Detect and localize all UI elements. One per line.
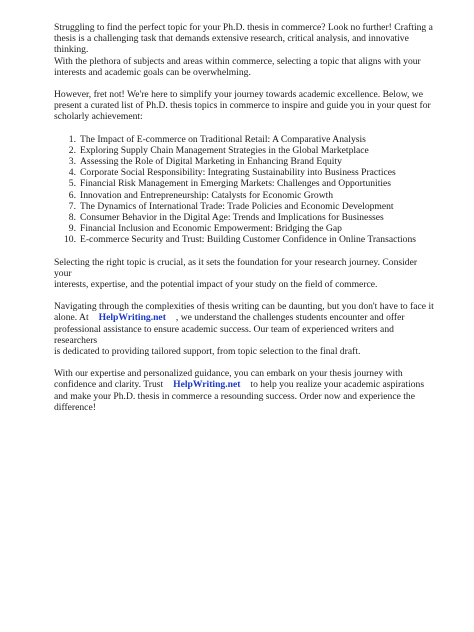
list-item-text: Assessing the Role of Digital Marketing in Enhancing Brand Equity: [80, 156, 342, 168]
navigating-line: is dedicated to providing tailored support, from topic selection to the final draft.: [54, 346, 361, 358]
closing-line: to help you realize your academic aspirations: [250, 379, 425, 391]
intro-paragraph: [54, 22, 434, 78]
intro-line: With the plethora of subjects and areas within commerce, selecting a topic that aligns with your: [54, 55, 421, 67]
document-page: [54, 22, 434, 424]
list-item-text: Innovation and Entrepreneurship: Catalysts for Economic Growth: [80, 189, 334, 201]
list-number: 4.: [68, 167, 76, 179]
intro-line: Struggling to find the perfect topic for your Ph.D. thesis in commerce? Look no further! Crafting a: [54, 22, 433, 33]
list-number: 10.: [64, 234, 76, 246]
navigating-line: professional assistance to ensure academic success. Our team of experienced writers and researchers: [54, 323, 394, 346]
list-number: 3.: [68, 156, 76, 168]
list-item: [54, 156, 434, 167]
navigating-paragraph: [54, 301, 434, 357]
selecting-paragraph: [54, 257, 434, 291]
helpwriting-link[interactable]: HelpWriting.net: [173, 379, 241, 391]
selecting-line: Selecting the right topic is crucial, as it sets the foundation for your research journey. Consider your: [54, 256, 418, 279]
list-item-text: E-commerce Security and Trust: Building Customer Confidence in Online Transactions: [80, 234, 417, 246]
list-item-text: Corporate Social Responsibility: Integrating Sustainability into Business Practices: [80, 167, 396, 179]
topic-list: [54, 134, 434, 246]
list-number: 2.: [68, 144, 76, 156]
list-item-text: Exploring Supply Chain Management Strategies in the Global Marketplace: [80, 144, 369, 156]
navigating-line: , we understand the challenges students encounter and offer: [175, 312, 405, 324]
lead-line: scholarly achievement:: [54, 111, 143, 123]
list-item: [54, 223, 434, 234]
navigating-line: alone. At: [54, 312, 89, 324]
list-number: 1.: [68, 133, 76, 145]
list-item: [54, 134, 434, 145]
helpwriting-link[interactable]: HelpWriting.net: [98, 312, 166, 324]
list-number: 6.: [68, 189, 76, 201]
list-item-text: Financial Inclusion and Economic Empowerment: Bridging the Gap: [80, 223, 342, 235]
closing-line: With our expertise and personalized guidance, you can embark on your thesis journey with: [54, 368, 403, 380]
selecting-line: interests, expertise, and the potential impact of your study on the field of commerce.: [54, 279, 378, 291]
list-item-text: Financial Risk Management in Emerging Markets: Challenges and Opportunities: [80, 178, 392, 190]
list-item: [54, 145, 434, 156]
list-item: [54, 212, 434, 223]
list-item-text: Consumer Behavior in the Digital Age: Trends and Implications for Businesses: [80, 212, 384, 224]
lead-line: present a curated list of Ph.D. thesis topics in commerce to inspire and guide you in your quest for: [54, 100, 431, 112]
intro-line: interests and academic goals can be overwhelming.: [54, 66, 251, 78]
list-item: [54, 167, 434, 178]
list-item-text: The Dynamics of International Trade: Trade Policies and Economic Development: [80, 200, 394, 212]
list-item: [54, 190, 434, 201]
closing-line: difference!: [54, 401, 96, 413]
list-number: 5.: [68, 178, 76, 190]
intro-line: thesis is a challenging task that demands extensive research, critical analysis, and innovative thinking.: [54, 33, 409, 56]
list-number: 7.: [68, 200, 76, 212]
lead-paragraph: [54, 89, 434, 123]
list-number: 8.: [68, 212, 76, 224]
list-number: 9.: [68, 223, 76, 235]
closing-line: and make your Ph.D. thesis in commerce a resounding success. Order now and experience the: [54, 390, 415, 402]
list-item-text: The Impact of E-commerce on Traditional Retail: A Comparative Analysis: [80, 133, 366, 145]
lead-line: However, fret not! We're here to simplify your journey towards academic excellence. Below, we: [54, 89, 423, 101]
list-item: [54, 178, 434, 189]
list-item: [54, 201, 434, 212]
closing-paragraph: [54, 368, 434, 413]
closing-line: confidence and clarity. Trust: [54, 379, 164, 391]
navigating-line: Navigating through the complexities of thesis writing can be daunting, but you don't have to face it: [54, 301, 434, 313]
list-item: [54, 234, 434, 245]
